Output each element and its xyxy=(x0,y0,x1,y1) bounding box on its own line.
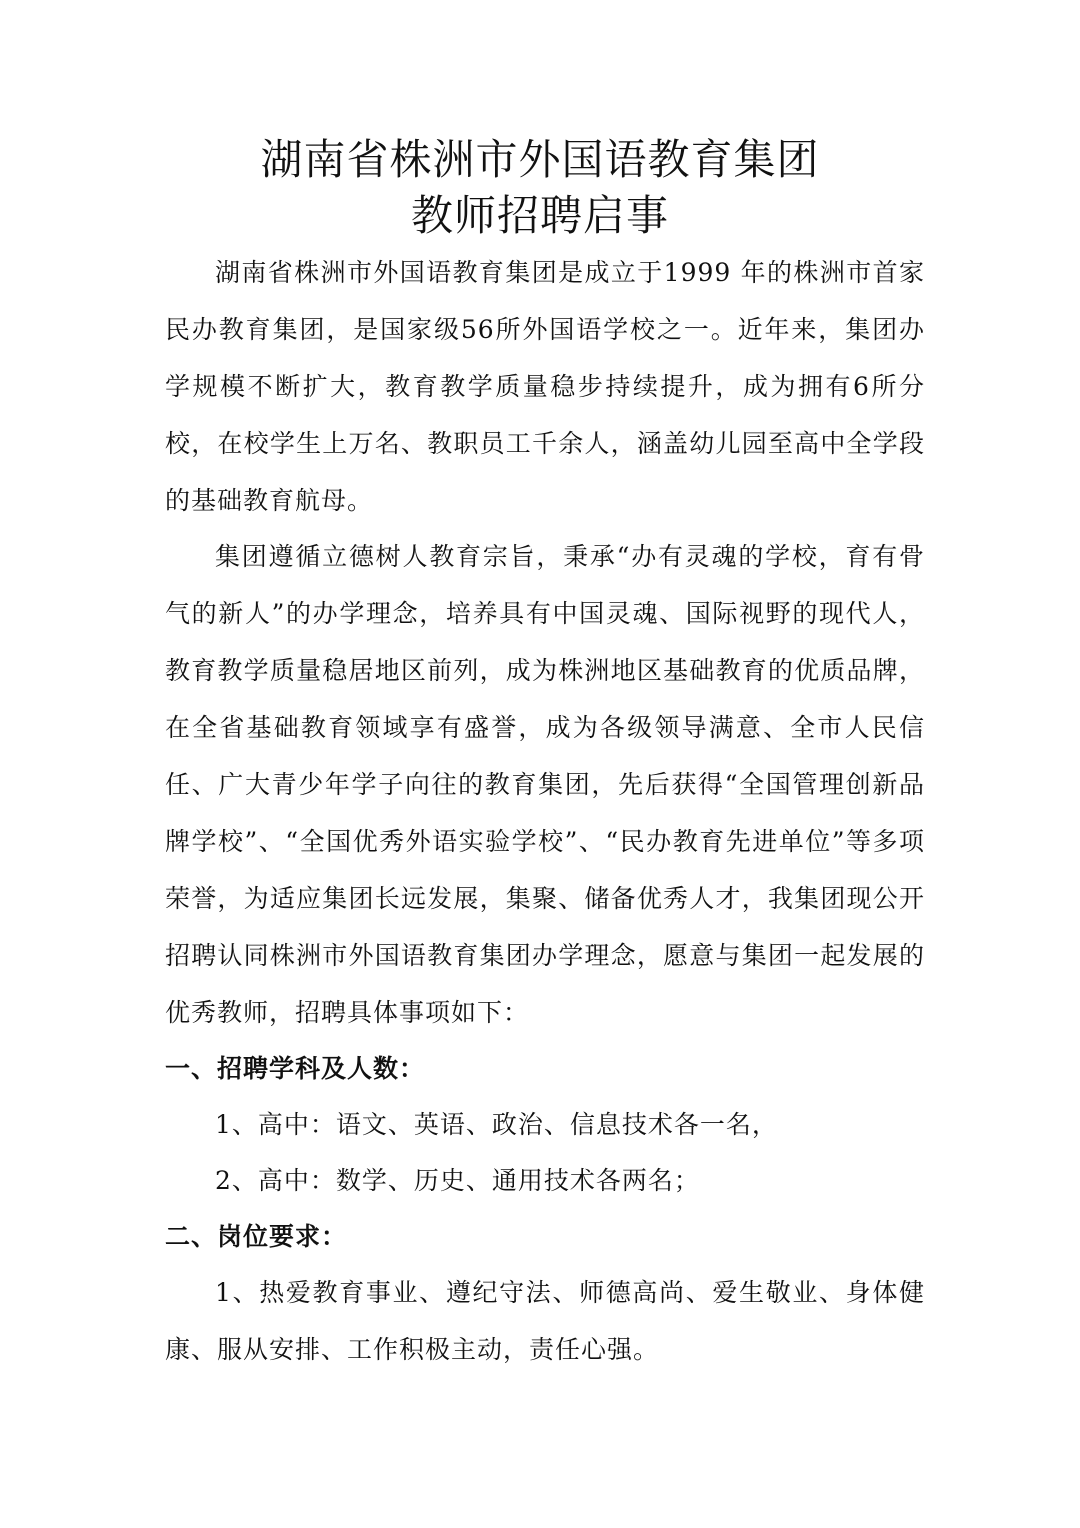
requirement-item: 1、热爱教育事业、遵纪守法、师德高尚、爱生敬业、身体健康、服从安排、工作积极主动，责任心强。 xyxy=(165,1278,925,1364)
intro-paragraph-container xyxy=(165,244,925,529)
philosophy-paragraph: 集团遵循立德树人教育宗旨，秉承“办有灵魂的学校，育有骨气的新人”的办学理念，培养具有中国灵魂、国际视野的现代人，教育教学质量稳居地区前列，成为株洲地区基础教育的优质品牌，在全省基础教育领域享有盛誉，成为各级领导满意、全市人民信任、广大青少年学子向往的教育集团，先后获得“全国管理创新品牌学校”、“全国优秀外语实验学校”、“民办教育先进单位”等多项荣誉，为适应集团长远发展，集聚、储备优秀人才，我集团现公开招聘认同株洲市外国语教育集团办学理念，愿意与集团一起发展的优秀教师，招聘具体事项如下： xyxy=(165,542,925,1027)
document-title-line1: 湖南省株洲市外国语教育集团 xyxy=(260,135,820,184)
philosophy-paragraph-container xyxy=(165,528,925,1041)
intro-paragraph: 湖南省株洲市外国语教育集团是成立于1999 年的株洲市首家民办教育集团，是国家级56所外国语学校之一。近年来，集团办学规模不断扩大，教育教学质量稳步持续提升，成为拥有6所分校，在校学生上万名、教职员工千余人，涵盖幼儿园至高中全学段的基础教育航母。 xyxy=(165,258,925,515)
document-title-line2: 教师招聘启事 xyxy=(410,191,669,240)
section-heading-requirements: 二、岗位要求： xyxy=(165,1222,348,1251)
subject-item: 2、高中：数学、历史、通用技术各两名； xyxy=(215,1166,700,1195)
subject-item: 1、高中：语文、英语、政治、信息技术各一名， xyxy=(215,1110,778,1139)
section-heading-subjects: 一、招聘学科及人数： xyxy=(165,1054,426,1083)
